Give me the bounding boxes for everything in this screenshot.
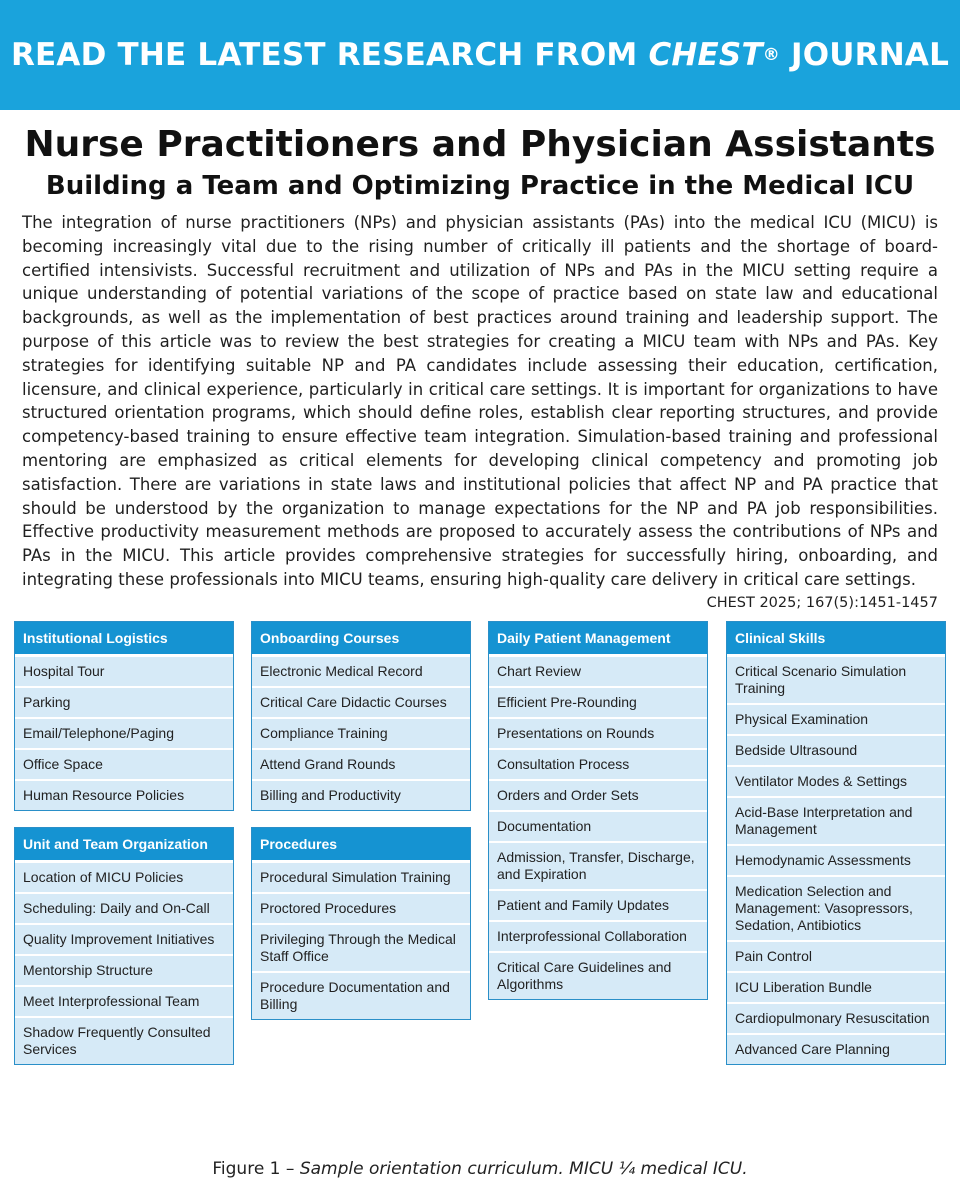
box-heading: Unit and Team Organization [15,828,233,863]
box-item: Presentations on Rounds [489,719,707,750]
banner-journal-name: CHEST [648,37,763,73]
box-item: ICU Liberation Bundle [727,973,945,1004]
banner-suffix: JOURNAL [791,37,950,73]
box-item: Quality Improvement Initiatives [15,925,233,956]
box-item: Chart Review [489,657,707,688]
box-item: Office Space [15,750,233,781]
box-item: Medication Selection and Management: Vasopressors, Sedation, Antibiotics [727,877,945,942]
journal-banner [0,0,960,110]
box-item: Advanced Care Planning [727,1035,945,1064]
box-item: Critical Care Didactic Courses [252,688,470,719]
figure-column-3 [488,621,708,1016]
box-item: Billing and Productivity [252,781,470,810]
article-subtitle: Building a Team and Optimizing Practice in the Medical ICU [45,171,915,201]
box-item: Attend Grand Rounds [252,750,470,781]
curriculum-box-procedures [251,827,471,1020]
orientation-curriculum-figure [14,621,946,1101]
curriculum-box-clinical-skills [726,621,946,1065]
box-item: Acid-Base Interpretation and Management [727,798,945,846]
banner-prefix: READ THE LATEST RESEARCH FROM [10,37,638,73]
curriculum-box-institutional-logistics [14,621,234,811]
caption-text: Sample orientation curriculum. MICU ¼ medical ICU. [299,1159,748,1179]
box-item: Location of MICU Policies [15,863,233,894]
box-item: Critical Scenario Simulation Training [727,657,945,705]
box-item: Electronic Medical Record [252,657,470,688]
box-heading: Daily Patient Management [489,622,707,657]
box-item: Documentation [489,812,707,843]
box-heading: Onboarding Courses [252,622,470,657]
box-item: Privileging Through the Medical Staff Office [252,925,470,973]
box-heading: Institutional Logistics [15,622,233,657]
box-heading: Procedures [252,828,470,863]
box-item: Procedural Simulation Training [252,863,470,894]
box-item: Patient and Family Updates [489,891,707,922]
box-item: Efficient Pre-Rounding [489,688,707,719]
caption-prefix: Figure 1 – [212,1159,300,1179]
figure-column-2 [251,621,471,1036]
box-item: Hemodynamic Assessments [727,846,945,877]
figure-column-4 [726,621,946,1081]
box-item: Human Resource Policies [15,781,233,810]
box-item: Cardiopulmonary Resuscitation [727,1004,945,1035]
box-item: Compliance Training [252,719,470,750]
box-item: Shadow Frequently Consulted Services [15,1018,233,1064]
box-item: Physical Examination [727,705,945,736]
box-item: Pain Control [727,942,945,973]
box-item: Scheduling: Daily and On-Call [15,894,233,925]
box-item: Admission, Transfer, Discharge, and Expiration [489,843,707,891]
article-abstract: The integration of nurse practitioners (NPs) and physician assistants (PAs) into the medical ICU (MICU) is becoming increasingly vital due to the rising number of critically ill patients and the shortage of board-certified intensivists. Successful recruitment and utilization of NPs and PAs in the MICU setting require a unique understanding of potential variations of the scope of practice based on state law and educational backgrounds, as well as the implementation of best practices around training and leadership support. The purpose of this article was to review the best strategies for creating a MICU team with NPs and PAs. Key strategies for identifying suitable NP and PA candidates include assessing their education, certification, licensure, and clinical experience, particularly in critical care settings. It is important for organizations to have structured orientation programs, which should define roles, establish clear reporting structures, and provide competency-based training to ensure effective team integration. Simulation-based training and professional mentoring are emphasized as critical elements for developing clinical competency and promoting job satisfaction. There are variations in state laws and institutional policies that affect NP and PA practice that should be understood by the organization to manage expectations for the NP and PA job responsibilities. Effective productivity measurement methods are proposed to accurately assess the contributions of NPs and PAs in the MICU. This article provides comprehensive strategies for successfully hiring, onboarding, and integrating these professionals into MICU teams, ensuring high-quality care delivery in critical care settings. [22,213,938,589]
box-heading: Clinical Skills [727,622,945,657]
figure-column-1 [14,621,234,1081]
figure-caption [0,1159,960,1179]
box-item: Email/Telephone/Paging [15,719,233,750]
box-item: Mentorship Structure [15,956,233,987]
banner-registered-mark: ® [762,45,780,65]
curriculum-box-unit-team-organization [14,827,234,1065]
article-citation: CHEST 2025; 167(5):1451-1457 [706,594,938,611]
box-item: Procedure Documentation and Billing [252,973,470,1019]
curriculum-box-daily-patient-management [488,621,708,1000]
box-item: Hospital Tour [15,657,233,688]
box-item: Consultation Process [489,750,707,781]
box-item: Meet Interprofessional Team [15,987,233,1018]
box-item: Interprofessional Collaboration [489,922,707,953]
article-title: Nurse Practitioners and Physician Assistants [24,124,936,165]
box-item: Bedside Ultrasound [727,736,945,767]
box-item: Critical Care Guidelines and Algorithms [489,953,707,999]
box-item: Proctored Procedures [252,894,470,925]
box-item: Parking [15,688,233,719]
curriculum-box-onboarding-courses [251,621,471,811]
box-item: Orders and Order Sets [489,781,707,812]
box-item: Ventilator Modes & Settings [727,767,945,798]
